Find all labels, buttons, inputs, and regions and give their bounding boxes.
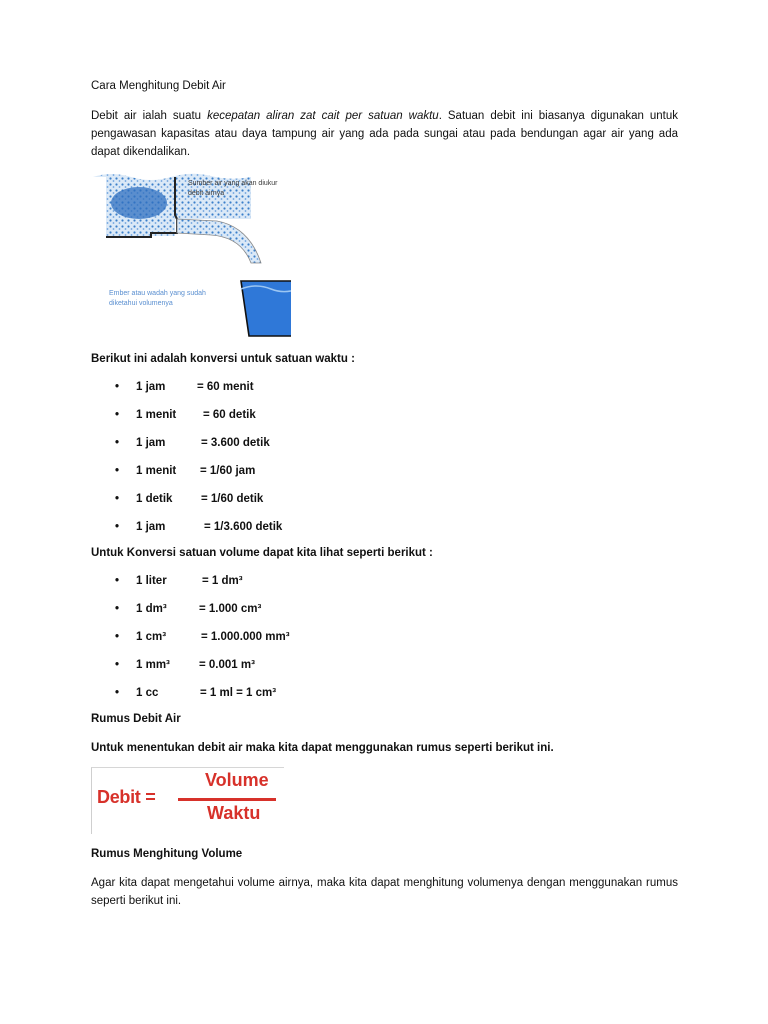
label-water-source: Sumber air yang akan diukur debit airnya <box>188 180 278 197</box>
rumus-debit-heading: Rumus Debit Air <box>91 713 181 725</box>
unit-value: = 3.600 detik <box>201 437 270 449</box>
unit-value: = 1.000.000 mm³ <box>201 631 290 643</box>
list-item <box>91 657 678 685</box>
bullet-icon: • <box>115 659 120 671</box>
intro-text-end: . Satuan debit ini biasanya digunakan untuk pengawasan kapasitas atau daya tampung air yang ada pada sungai atau pada bendungan agar air yang ada dapat dikendalikan. <box>91 110 679 158</box>
bullet-icon: • <box>115 687 120 699</box>
list-item <box>91 601 678 629</box>
unit-value: = 1/60 detik <box>201 493 264 505</box>
unit-value: = 1 ml = 1 cm³ <box>200 687 277 699</box>
rumus-debit-text: Untuk menentukan debit air maka kita dapat menggunakan rumus seperti berikut ini. <box>91 742 554 754</box>
unit-value: = 1/60 jam <box>200 465 256 477</box>
unit-term: 1 cm³ <box>136 631 167 643</box>
list-item <box>91 407 678 435</box>
bullet-icon: • <box>115 381 120 393</box>
unit-value: = 0.001 m³ <box>199 659 255 671</box>
intro-text-start: Debit air ialah suatu <box>91 110 208 122</box>
unit-term: 1 detik <box>136 493 173 505</box>
bullet-icon: • <box>115 575 120 587</box>
water-source-dark-area <box>111 187 167 219</box>
list-item <box>91 463 678 491</box>
list-item <box>91 435 678 463</box>
unit-value: = 1.000 cm³ <box>199 603 262 615</box>
time-conversion-heading: Berikut ini adalah konversi untuk satuan waktu : <box>91 353 355 365</box>
unit-term: 1 menit <box>136 465 177 477</box>
list-item <box>91 629 678 657</box>
unit-value: = 60 detik <box>203 409 256 421</box>
unit-term: 1 dm³ <box>136 603 167 615</box>
unit-term: 1 mm³ <box>136 659 170 671</box>
water-stream <box>177 219 261 263</box>
label-container: Ember atau wadah yang sudah diketahui volumenya <box>109 290 206 307</box>
rumus-volume-heading: Rumus Menghitung Volume <box>91 848 243 860</box>
volume-conversion-heading: Untuk Konversi satuan volume dapat kita lihat seperti berikut : <box>91 547 433 559</box>
formula-numerator: Volume <box>205 770 269 790</box>
list-item <box>91 519 678 547</box>
unit-term: 1 jam <box>136 521 166 533</box>
formula-fraction-bar <box>178 798 276 801</box>
water-flow-illustration <box>91 171 291 349</box>
bullet-icon: • <box>115 631 120 643</box>
water-bucket <box>241 281 291 336</box>
list-item <box>91 573 678 601</box>
unit-term: 1 cc <box>136 687 159 699</box>
unit-value: = 1/3.600 detik <box>204 521 283 533</box>
rumus-volume-text: Agar kita dapat mengetahui volume airnya, maka kita dapat menghitung volumenya dengan menggunakan rumus seperti berikut ini. <box>91 877 678 907</box>
formula-left-side: Debit = <box>97 787 156 807</box>
volume-conversion-list <box>91 573 678 713</box>
list-item <box>91 379 678 407</box>
unit-term: 1 liter <box>136 575 167 587</box>
intro-emphasis: kecepatan aliran zat cait per satuan waktu <box>207 110 439 122</box>
bullet-icon: • <box>115 465 120 477</box>
unit-term: 1 jam <box>136 437 166 449</box>
list-item <box>91 685 678 713</box>
bullet-icon: • <box>115 409 120 421</box>
unit-term: 1 menit <box>136 409 177 421</box>
bullet-icon: • <box>115 521 120 533</box>
bullet-icon: • <box>115 603 120 615</box>
page-title: Cara Menghitung Debit Air <box>91 80 226 92</box>
document-page <box>91 78 678 910</box>
bullet-icon: • <box>115 493 120 505</box>
list-item <box>91 491 678 519</box>
debit-formula-image <box>91 767 284 834</box>
unit-value: = 60 menit <box>197 381 254 393</box>
time-conversion-list <box>91 379 678 547</box>
intro-paragraph <box>91 107 678 161</box>
bullet-icon: • <box>115 437 120 449</box>
unit-value: = 1 dm³ <box>202 575 243 587</box>
formula-denominator: Waktu <box>207 803 261 823</box>
unit-term: 1 jam <box>136 381 166 393</box>
